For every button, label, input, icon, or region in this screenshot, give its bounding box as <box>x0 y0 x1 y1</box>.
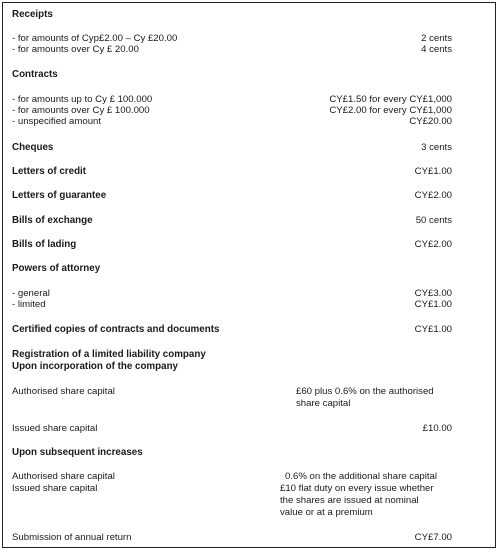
registration-heading: Registration of a limited liability company <box>12 349 206 360</box>
bills-lading-label: Bills of lading <box>12 239 77 250</box>
annual-return-value: CY£7.00 <box>414 532 452 543</box>
cheques-label: Cheques <box>12 142 54 153</box>
contracts-row-value: CY£1.50 for every CY£1,000 <box>329 94 452 105</box>
authorised-capital-label: Authorised share capital <box>12 386 115 397</box>
powers-heading: Powers of attorney <box>12 263 101 274</box>
bills-exchange-value: 50 cents <box>415 215 452 226</box>
receipts-row-value: 4 cents <box>421 44 452 55</box>
authorised-capital-value: £60 plus 0.6% on the authorised <box>296 386 434 397</box>
letters-credit-label: Letters of credit <box>12 166 87 177</box>
powers-row-label: - limited <box>12 299 46 310</box>
certified-value: CY£1.00 <box>414 324 452 335</box>
powers-row-value: CY£3.00 <box>414 288 452 299</box>
subsequent-value-line: £10 flat duty on every issue whether <box>280 483 434 494</box>
letters-credit-value: CY£1.00 <box>414 166 452 177</box>
contracts-row-label: - unspecified amount <box>12 116 102 127</box>
subsequent-issued-label: Issued share capital <box>12 483 98 494</box>
contracts-heading: Contracts <box>12 69 58 80</box>
annual-return-label: Submission of annual return <box>12 532 132 543</box>
receipts-row-label: - for amounts over Cy £ 20.00 <box>12 44 139 55</box>
authorised-capital-value-cont: share capital <box>296 398 351 409</box>
letters-guarantee-value: CY£2.00 <box>414 190 452 201</box>
subsequent-value-line: 0.6% on the additional share capital <box>285 471 438 482</box>
bills-lading-value: CY£2.00 <box>414 239 452 250</box>
contracts-row-value: CY£2.00 for every CY£1,000 <box>329 105 452 116</box>
bills-exchange-label: Bills of exchange <box>12 215 93 226</box>
contracts-row-value: CY£20.00 <box>409 116 452 127</box>
issued-capital-value: £10.00 <box>422 423 452 434</box>
certified-label: Certified copies of contracts and documents <box>12 324 220 335</box>
cheques-value: 3 cents <box>421 142 452 153</box>
incorporation-heading: Upon incorporation of the company <box>12 361 179 372</box>
receipts-row-value: 2 cents <box>421 33 452 44</box>
receipts-row-label: - for amounts of Cyp£2.00 – Cy £20.00 <box>12 33 178 44</box>
powers-row-value: CY£1.00 <box>414 299 452 310</box>
subsequent-authorised-label: Authorised share capital <box>12 471 115 482</box>
subsequent-value-line: value or at a premium <box>280 507 373 518</box>
contracts-row-label: - for amounts up to Cy £ 100.000 <box>12 94 153 105</box>
receipts-heading: Receipts <box>12 9 53 20</box>
powers-row-label: - general <box>12 288 50 299</box>
subsequent-heading: Upon subsequent increases <box>12 447 143 458</box>
fee-table-frame <box>2 2 496 548</box>
issued-capital-label: Issued share capital <box>12 423 98 434</box>
contracts-row-label: - for amounts over Cy £ 100.000 <box>12 105 150 116</box>
letters-guarantee-label: Letters of guarantee <box>12 190 107 201</box>
subsequent-value-line: the shares are issued at nominal <box>280 495 419 506</box>
